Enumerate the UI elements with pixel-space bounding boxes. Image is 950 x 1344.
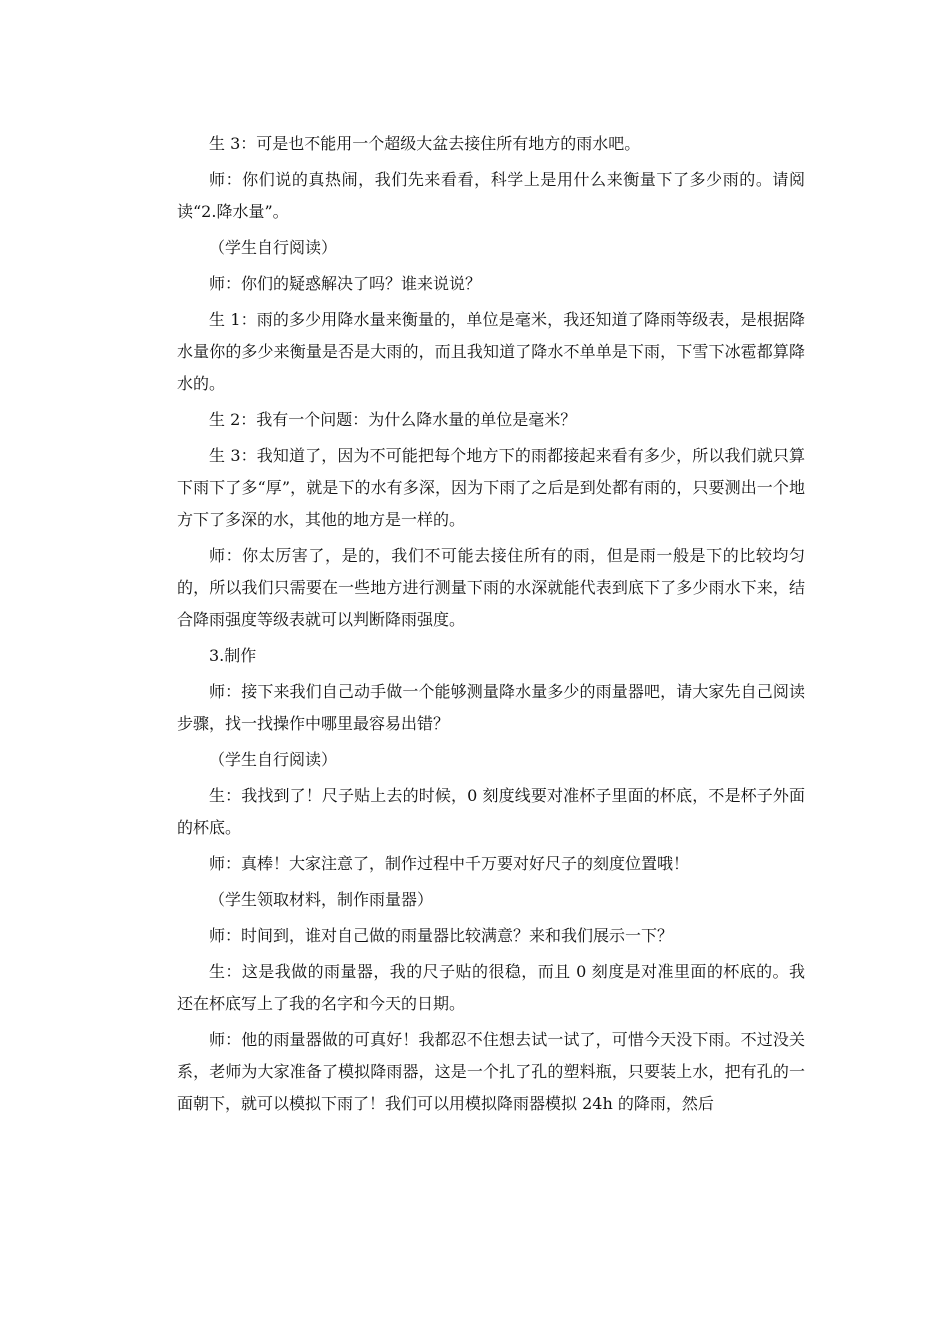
paragraph: 师：你们说的真热闹，我们先来看看，科学上是用什么来衡量下了多少雨的。请阅读“2.降水量”。 (177, 170, 805, 221)
paragraph: 生：我找到了！尺子贴上去的时候，0 刻度线要对准杯子里面的杯底，不是杯子外面的杯底。 (177, 786, 805, 837)
paragraph: 师：真棒！大家注意了，制作过程中千万要对好尺子的刻度位置哦！ (209, 854, 690, 873)
paragraph: 生 3：可是也不能用一个超级大盆去接住所有地方的雨水吧。 (209, 134, 641, 153)
document-body (177, 128, 805, 1124)
paragraph: 生 2：我有一个问题：为什么降水量的单位是毫米？ (209, 410, 577, 429)
section-heading: 3.制作 (209, 646, 257, 665)
paragraph: （学生领取材料，制作雨量器） (209, 890, 434, 909)
paragraph: 师：你太厉害了，是的，我们不可能去接住所有的雨，但是雨一般是下的比较均匀的，所以我们只需要在一些地方进行测量下雨的水深就能代表到底下了多少雨水下来，结合降雨强度等级表就可以判断降雨强度。 (177, 546, 805, 629)
paragraph: 生 3：我知道了，因为不可能把每个地方下的雨都接起来看有多少，所以我们就只算下雨下了多“厚”，就是下的水有多深，因为下雨了之后是到处都有雨的，只要测出一个地方下了多深的水，其他的地方是一样的。 (177, 446, 805, 529)
paragraph: 生：这是我做的雨量器，我的尺子贴的很稳，而且 0 刻度是对准里面的杯底的。我还在杯底写上了我的名字和今天的日期。 (177, 962, 805, 1013)
paragraph: 生 1：雨的多少用降水量来衡量的，单位是毫米，我还知道了降雨等级表，是根据降水量你的多少来衡量是否是大雨的，而且我知道了降水不单单是下雨，下雪下冰雹都算降水的。 (177, 310, 805, 393)
paragraph: （学生自行阅读） (209, 238, 338, 257)
paragraph: 师：时间到，谁对自己做的雨量器比较满意？来和我们展示一下？ (209, 926, 674, 945)
paragraph: 师：你们的疑惑解决了吗？谁来说说？ (209, 274, 482, 293)
paragraph: 师：接下来我们自己动手做一个能够测量降水量多少的雨量器吧，请大家先自己阅读步骤，找一找操作中哪里最容易出错？ (177, 682, 805, 733)
paragraph: （学生自行阅读） (209, 750, 338, 769)
paragraph: 师：他的雨量器做的可真好！我都忍不住想去试一试了，可惜今天没下雨。不过没关系，老师为大家准备了模拟降雨器，这是一个扎了孔的塑料瓶，只要装上水，把有孔的一面朝下，就可以模拟下雨了！我们可以用模拟降雨器模拟 24h 的降雨，然后 (177, 1030, 805, 1113)
